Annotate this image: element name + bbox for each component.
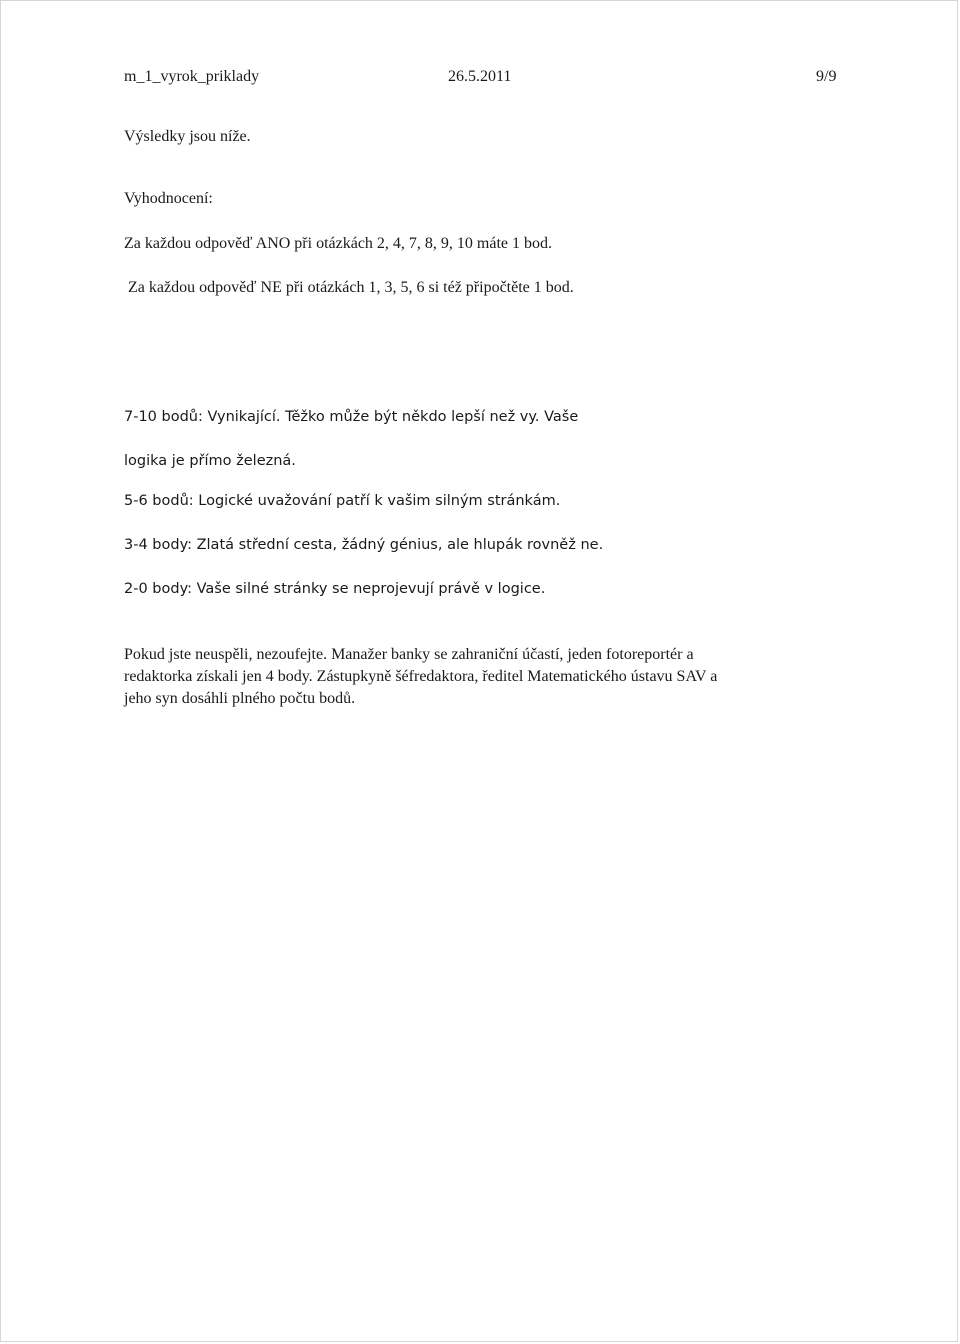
- score-3-4: 3-4 body: Zlatá střední cesta, žádný génius, ale hlupák rovněž ne.: [124, 537, 604, 553]
- evaluation-heading: Vyhodnocení:: [124, 190, 213, 207]
- header-filename: m_1_vyrok_priklady: [124, 68, 260, 85]
- score-7-10-line-2: logika je přímo železná.: [124, 453, 296, 469]
- header-date: 26.5.2011: [448, 68, 512, 85]
- score-2-0: 2-0 body: Vaše silné stránky se neprojevují právě v logice.: [124, 581, 546, 597]
- closing-line-3: jeho syn dosáhli plného počtu bodů.: [124, 690, 356, 707]
- closing-line-2: redaktorka získali jen 4 body. Zástupkyně šéfredaktora, ředitel Matematického ústavu SAV a: [124, 668, 718, 685]
- closing-line-1: Pokud jste neuspěli, nezoufejte. Manažer banky se zahraniční účastí, jeden fotoreportér a: [124, 646, 694, 663]
- score-7-10-line-1: 7-10 bodů: Vynikající. Těžko může být někdo lepší než vy. Vaše: [124, 409, 579, 425]
- header-page-number: 9/9: [816, 68, 837, 85]
- rule-yes-answers: Za každou odpověď ANO při otázkách 2, 4, 7, 8, 9, 10 máte 1 bod.: [124, 235, 553, 252]
- rule-no-answers: Za každou odpověď NE při otázkách 1, 3, 5, 6 si též připočtěte 1 bod.: [128, 279, 574, 296]
- score-5-6: 5-6 bodů: Logické uvažování patří k vašim silným stránkám.: [124, 493, 561, 509]
- intro-text: Výsledky jsou níže.: [124, 128, 251, 145]
